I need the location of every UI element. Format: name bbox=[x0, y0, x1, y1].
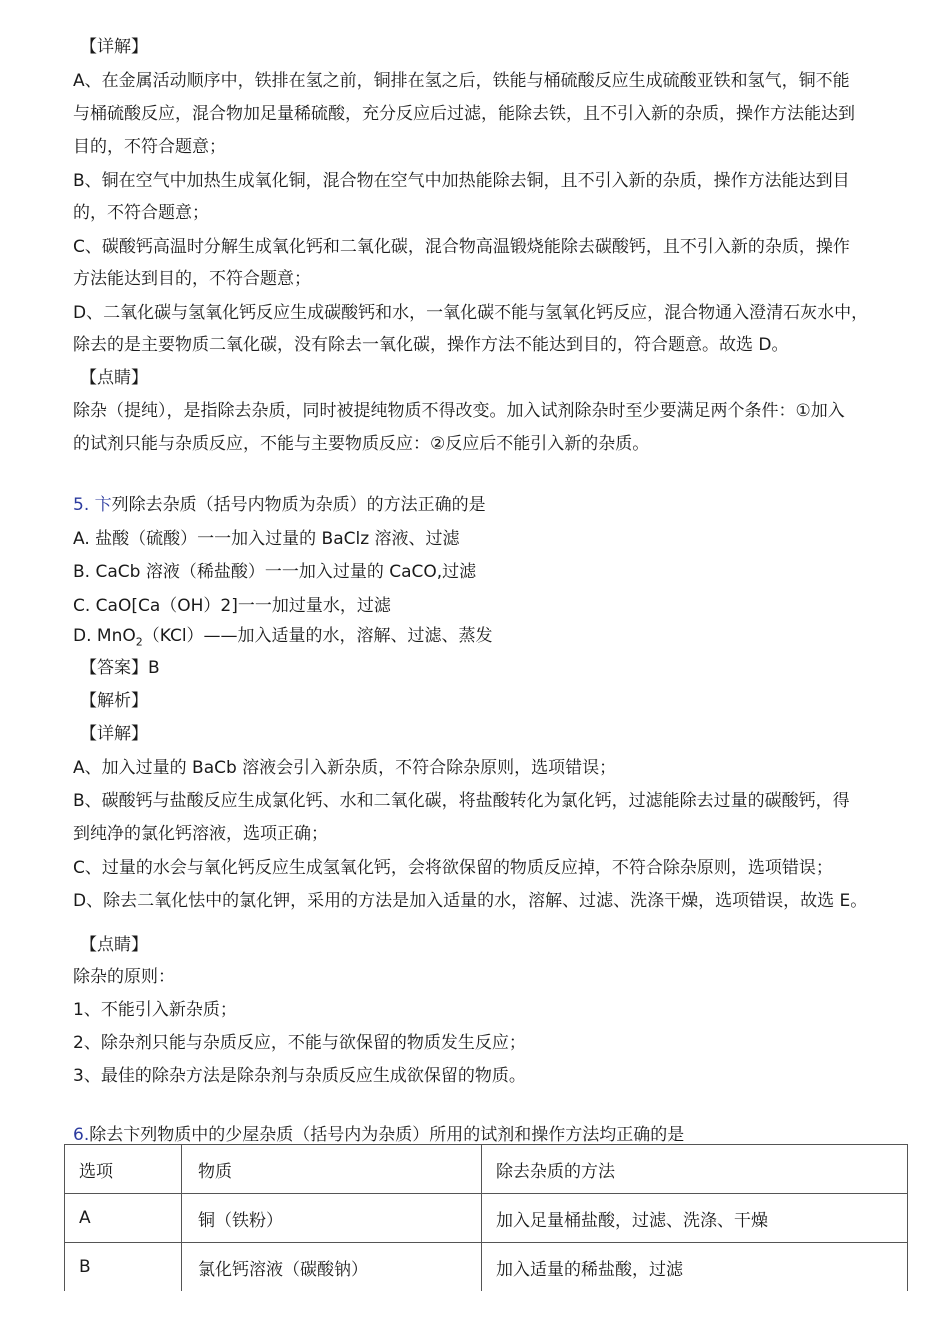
table-cell: 铜（铁粉） bbox=[182, 1194, 482, 1243]
table-cell: B bbox=[65, 1243, 182, 1292]
option-c: C. CaO[Ca（OH）2]一一加过量水，过滤 bbox=[73, 596, 391, 616]
text-line: 方法能达到目的，不符合题意； bbox=[73, 269, 311, 289]
table-cell: 氯化钙溶液（碳酸钠） bbox=[182, 1243, 482, 1292]
option-d-text: （KCl）——加入适量的水，溶解、过滤、蒸发 bbox=[142, 626, 493, 646]
text-line: A、在金属活动顺序中，铁排在氢之前，铜排在氢之后，铁能与桶硫酸反应生成硫酸亚铁和氢气，铜不能 bbox=[73, 71, 850, 91]
text-line: B、铜在空气中加热生成氧化铜，混合物在空气中加热能除去铜，且不引入新的杂质，操作方法能达到目 bbox=[73, 171, 850, 191]
text-line: 目的，不符合题意； bbox=[73, 137, 226, 157]
text-line: 到纯净的氯化钙溶液，选项正确； bbox=[73, 824, 328, 844]
text-line: 除去的是主要物质二氧化碳，没有除去一氧化碳，操作方法不能达到目的，符合题意。故选 D。 bbox=[73, 335, 789, 355]
text-line: 除杂（提纯），是指除去杂质，同时被提纯物质不得改变。加入试剂除杂时至少要满足两个条件：①加入 bbox=[73, 401, 845, 421]
text-line: 的试剂只能与杂质反应，不能与主要物质反应：②反应后不能引入新的杂质。 bbox=[73, 434, 650, 454]
text-line: D、二氧化碳与氢氧化钙反应生成碳酸钙和水，一氧化碳不能与氢氧化钙反应，混合物通入澄清石灰水中， bbox=[73, 303, 869, 323]
table-row bbox=[65, 1194, 908, 1243]
text-line: A、加入过量的 BaCb 溶液会引入新杂质，不符合除杂原则，选项错误； bbox=[73, 758, 617, 778]
question-text: 列除去杂质（括号内物质为杂质）的方法正确的是 bbox=[111, 495, 486, 515]
question-number: 6. bbox=[73, 1125, 90, 1145]
question-text: 除去卞列物质中的少屋杂质（括号内为杂质）所用的试剂和操作方法均正确的是 bbox=[89, 1125, 685, 1145]
text-line: 2、除杂剂只能与杂质反应，不能与欲保留的物质发生反应； bbox=[73, 1033, 526, 1053]
table-header-cell: 除去杂质的方法 bbox=[482, 1145, 908, 1194]
point-heading: 【点睛】 bbox=[80, 935, 148, 955]
detail-heading: 【详解】 bbox=[80, 724, 148, 744]
options-table bbox=[64, 1144, 908, 1291]
option-a: A. 盐酸（硫酸）一一加入过量的 BaClz 溶液、过滤 bbox=[73, 529, 460, 549]
table-header-row bbox=[65, 1145, 908, 1194]
question-5-stem bbox=[73, 494, 486, 516]
text-line: C、过量的水会与氧化钙反应生成氢氧化钙，会将欲保留的物质反应掉，不符合除杂原则，选项错误； bbox=[73, 858, 833, 878]
table-header-cell: 物质 bbox=[182, 1145, 482, 1194]
option-d-subscript: 2 bbox=[135, 635, 143, 649]
point-heading: 【点睛】 bbox=[80, 368, 148, 388]
table-cell: 加入适量的稀盐酸，过滤 bbox=[482, 1243, 908, 1292]
table-cell: A bbox=[65, 1194, 182, 1243]
option-d bbox=[73, 625, 493, 653]
answer: 【答案】B bbox=[80, 658, 160, 678]
text-line: D、除去二氧化怯中的氯化钾，采用的方法是加入适量的水，溶解、过滤、洗涤干燥，选项错误，故选 E。 bbox=[73, 891, 868, 911]
option-b: B. CaCb 溶液（稀盐酸）一一加入过量的 CaCO,过滤 bbox=[73, 562, 477, 582]
question-number: 5. 卞 bbox=[73, 495, 112, 515]
text-line: 除杂的原则： bbox=[73, 967, 175, 987]
text-line: B、碳酸钙与盐酸反应生成氯化钙、水和二氧化碳，将盐酸转化为氯化钙，过滤能除去过量的碳酸钙，得 bbox=[73, 791, 850, 811]
question-6-stem bbox=[73, 1124, 684, 1146]
text-line: 3、最佳的除杂方法是除杂剂与杂质反应生成欲保留的物质。 bbox=[73, 1066, 526, 1086]
analysis-heading: 【解析】 bbox=[80, 691, 148, 711]
table-cell: 加入足量桶盐酸，过滤、洗涤、干燥 bbox=[482, 1194, 908, 1243]
text-line: 与桶硫酸反应，混合物加足量稀硫酸，充分反应后过滤，能除去铁，且不引入新的杂质，操作方法能达到 bbox=[73, 104, 855, 124]
text-line: 1、不能引入新杂质； bbox=[73, 1000, 237, 1020]
table-header-cell: 选项 bbox=[65, 1145, 182, 1194]
table-row bbox=[65, 1243, 908, 1292]
text-line: C、碳酸钙高温时分解生成氧化钙和二氧化碳，混合物高温锻烧能除去碳酸钙，且不引入新的杂质，操作 bbox=[73, 237, 850, 257]
option-d-formula: D. MnO bbox=[73, 626, 136, 646]
detail-heading: 【详解】 bbox=[80, 37, 148, 57]
text-line: 的，不符合题意； bbox=[73, 203, 209, 223]
